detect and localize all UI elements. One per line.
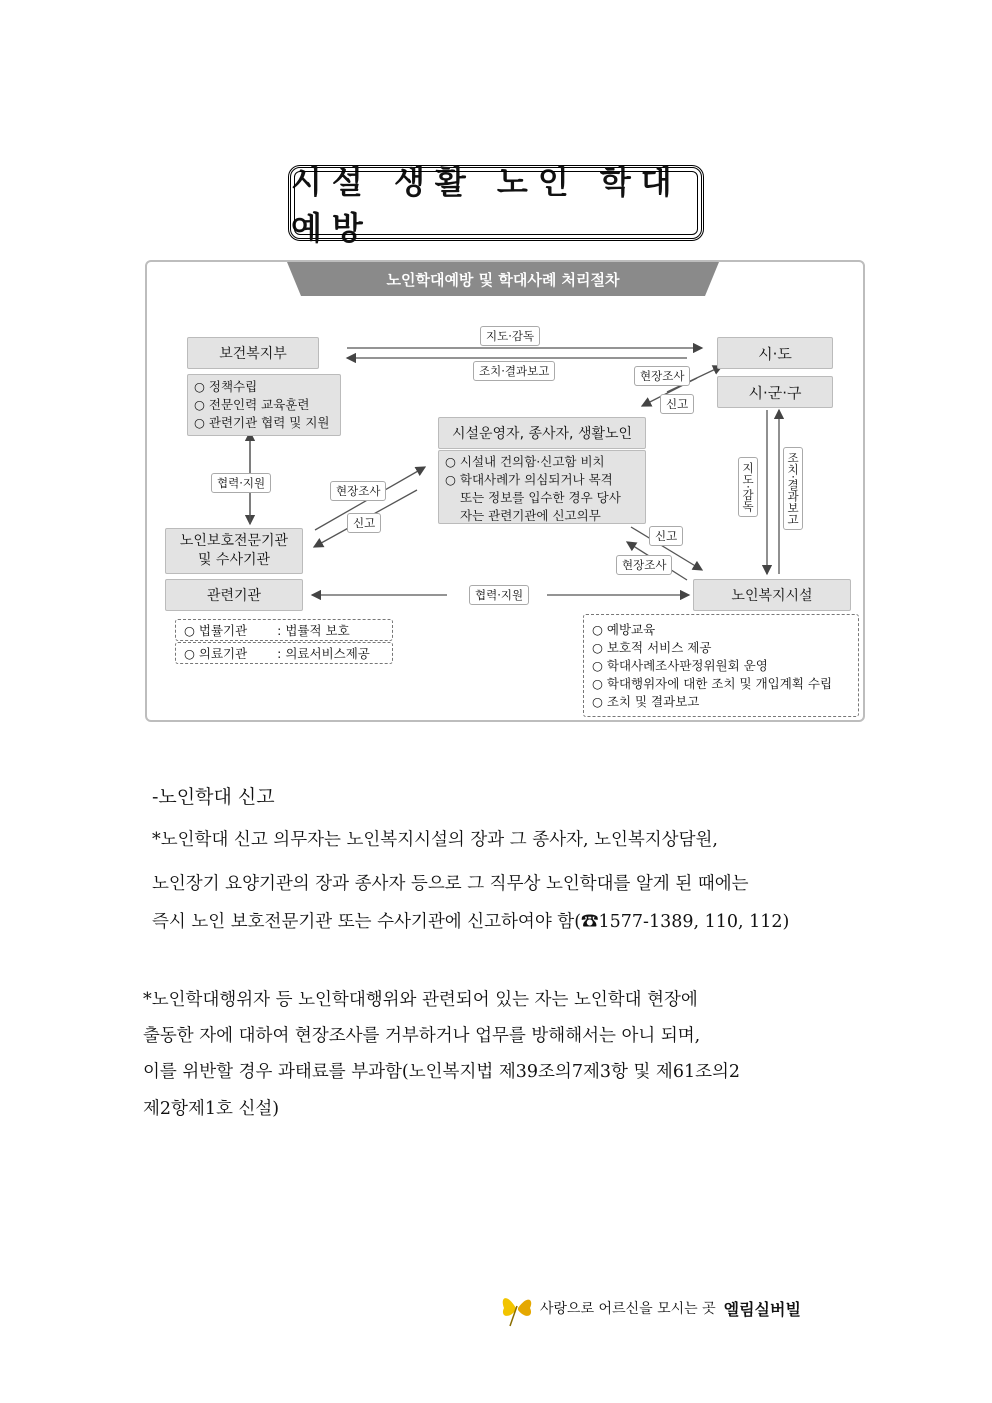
cooperation-label: 협력·지원: [469, 585, 529, 605]
guidance-label-vertical: 지도·감독: [738, 457, 758, 517]
cooperation-label: 협력·지원: [211, 473, 271, 493]
item-value: : 법률적 보호: [277, 623, 350, 638]
paragraph-line: *노인학대 신고 의무자는 노인복지시설의 장과 그 종사자, 노인복지상담원,: [152, 830, 718, 850]
medical-agency-item: [175, 642, 393, 664]
paragraph-line: *노인학대행위자 등 노인학대행위와 관련되어 있는 자는 노인학대 현장에: [143, 990, 698, 1010]
list-item: 자는 관련기관에 신고의무: [460, 508, 601, 523]
paragraph-line: 노인장기 요양기관의 장과 종사자 등으로 그 직무상 노인학대를 알게 된 때에는: [152, 874, 749, 894]
footer: [500, 1288, 801, 1328]
protection-agency-box: 노인보호전문기관 및 수사기관: [165, 528, 303, 574]
paragraph-line: 이를 위반할 경우 과태료를 부과함(노인복지법 제39조의7제3항 및 제61조의2: [143, 1062, 741, 1082]
procedure-diagram: [145, 260, 865, 722]
list-item: ○ 관련기관 협력 및 지원: [194, 415, 330, 430]
page-title: 시설 생활 노인 학대예방: [291, 163, 682, 247]
page-title-box: [288, 163, 704, 247]
field-survey-label: 현장조사: [616, 555, 672, 575]
action-report-label-vertical: 조치·결과보고: [783, 447, 803, 530]
paragraph-line: 제2항제1호 신설): [143, 1099, 280, 1119]
welfare-facility-list: [583, 614, 859, 717]
list-item: ○ 예방교육: [592, 622, 656, 637]
paragraph-line: 출동한 자에 대하여 현장조사를 거부하거나 업무를 방해해서는 아니 되며,: [143, 1026, 701, 1046]
legal-agency-item: [175, 619, 393, 641]
footer-brand: 엘림실버빌: [723, 1299, 801, 1319]
list-item: ○ 시설내 건의함·신고함 비치: [445, 454, 605, 469]
section-heading: -노인학대 신고: [152, 786, 275, 808]
list-item: ○ 조치 및 결과보고: [592, 694, 700, 709]
action-report-label: 조치·결과보고: [473, 361, 555, 381]
item-value: : 의료서비스제공: [277, 646, 370, 661]
report-label: 신고: [649, 526, 683, 546]
field-survey-label: 현장조사: [330, 481, 386, 501]
welfare-facility-box: 노인복지시설: [693, 579, 851, 611]
field-survey-label: 현장조사: [634, 366, 690, 386]
item-name: ○ 법률기관: [184, 623, 248, 638]
ministry-box: 보건복지부: [187, 337, 319, 369]
list-item: ○ 학대사례조사판정위원회 운영: [592, 658, 768, 673]
list-item: ○ 전문인력 교육훈련: [194, 397, 310, 412]
province-box: 시·도: [717, 337, 833, 369]
list-item: ○ 정책수립: [194, 379, 258, 394]
ministry-list: [187, 374, 341, 436]
related-agency-box: 관련기관: [165, 579, 303, 611]
list-item: ○ 학대행위자에 대한 조치 및 개입계획 수립: [592, 676, 833, 691]
operator-list: [438, 450, 646, 524]
guidance-label: 지도·감독: [480, 326, 540, 346]
butterfly-logo-icon: [500, 1288, 534, 1328]
diagram-banner: 노인학대예방 및 학대사례 처리절차: [386, 270, 620, 289]
report-label: 신고: [347, 513, 381, 533]
city-box: 시·군·구: [717, 376, 833, 408]
operator-box: 시설운영자, 종사자, 생활노인: [438, 417, 646, 449]
list-item: 또는 정보를 입수한 경우 당사: [460, 490, 621, 505]
paragraph-line: 즉시 노인 보호전문기관 또는 수사기관에 신고하여야 함(☎1577-1389, 110, 112): [152, 912, 790, 932]
item-name: ○ 의료기관: [184, 646, 248, 661]
list-item: ○ 학대사례가 의심되거나 목격: [445, 472, 613, 487]
list-item: ○ 보호적 서비스 제공: [592, 640, 712, 655]
footer-slogan: 사랑으로 어르신을 모시는 곳: [540, 1301, 716, 1317]
report-label: 신고: [660, 394, 694, 414]
